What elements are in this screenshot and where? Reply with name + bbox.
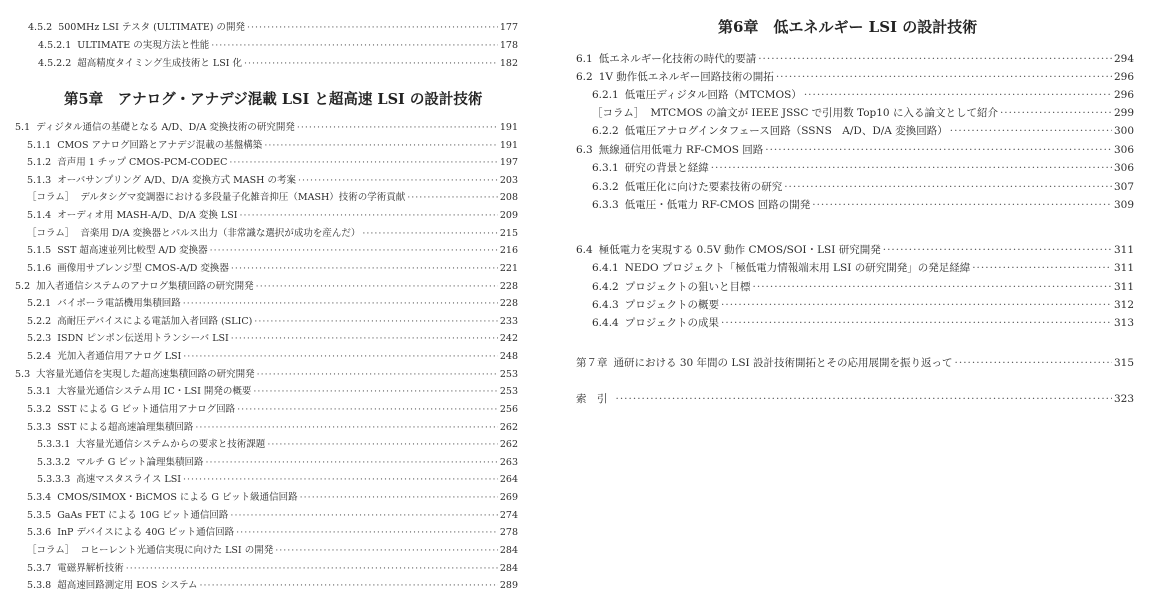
dot-leader [206,457,498,469]
dot-leader [210,245,498,257]
dot-leader [183,298,498,310]
toc-entry-number: 5.3.8 [27,580,52,592]
toc-entry-page: 296 [1113,89,1134,101]
toc-entry-number: 6.2 [576,71,593,83]
toc-entry-number: 5.1.5 [27,245,52,257]
toc-entry [27,298,518,310]
toc-entry-page: 306 [1113,144,1134,156]
toc-entry-page: 311 [1113,244,1134,256]
toc-entry-title: 大容量光通信システムからの要求と技術課題 [76,439,266,451]
toc-entry [27,263,518,275]
dot-leader [972,262,1112,275]
toc-entry [592,162,1134,175]
toc-entry-title: ディジタル通信の基礎となる A/D、D/A 変換技術の研究開発 [36,122,295,133]
toc-entry-number: 5.3.3 [27,421,52,433]
dot-leader [784,181,1112,194]
toc-entry [27,563,518,575]
toc-entry-page: 256 [499,403,518,415]
chapter-5-title: 第5章 アナログ・アナデジ混載 LSI と超高速 LSI の設計技術 [64,91,483,108]
toc-entry [27,386,518,398]
toc-entry-number: 5.3.3.2 [37,456,71,468]
toc-entry-page: 300 [1113,125,1134,137]
toc-entry-title: 極低電力を実現する 0.5V 動作 CMOS/SOI・LSI 研究開発 [598,244,881,256]
dot-leader [950,125,1112,138]
toc-entry-title: 500MHz LSI テスタ (ULTIMATE) の開発 [58,22,245,33]
dot-leader [297,122,498,134]
toc-entry-title: ULTIMATE の実現方法と性能 [77,39,210,51]
toc-entry-number: 5.3.6 [27,527,52,539]
toc-entry-title: 低エネルギー化技術の時代的要請 [598,53,757,65]
dot-leader [711,162,1112,175]
toc-entry-page: 312 [1113,299,1134,311]
toc-entry-page: 284 [499,562,518,574]
toc-entry [27,157,518,169]
toc-entry-page: 248 [499,351,518,363]
toc-entry-title: 大容量光通信を実現した超高速集積回路の研究開発 [36,368,255,380]
dot-leader [300,492,498,504]
toc-entry-number: 6.4 [576,244,593,256]
toc-entry-title: 音声用 1 チップ CMOS-PCM-CODEC [57,157,228,169]
toc-entry-page: 278 [499,527,518,539]
toc-entry-number: 6.3.3 [592,199,619,211]
toc-entry-number: 5.2.1 [27,298,52,310]
toc-entry-title: 加入者通信システムのアナログ集積回路の研究開発 [36,280,254,292]
dot-leader [183,351,498,363]
toc-entry-title: SST による G ビット通信用アナログ回路 [57,403,236,415]
toc-entry-number: 6.2.1 [592,89,619,101]
toc-entry-page: 182 [499,57,518,69]
toc-entry-title: コヒーレント光通信実現に向けた LSI の開発 [80,544,274,556]
toc-entry-page: 191 [499,139,518,151]
toc-entry-title: プロジェクトの概要 [624,299,720,311]
toc-entry-title: MTCMOS の論文が IEEE JSSC で引用数 Top10 に入る論文として紹介 [650,107,998,119]
dot-leader [253,386,497,398]
dot-leader [753,281,1112,294]
toc-entry-page: 306 [1113,162,1134,174]
toc-entry [576,53,1134,66]
toc-entry-page: 228 [499,280,518,292]
toc-entry-title: プロジェクトの狙いと目標 [624,281,751,293]
toc-entry-number: 5.1.2 [27,157,52,169]
toc-entry-page: 209 [499,210,518,222]
toc-entry [15,122,518,134]
dot-leader [230,510,497,522]
toc-entry [576,244,1134,257]
toc-entry [27,316,518,328]
toc-entry-title: バイポーラ電話機用集積回路 [57,298,181,310]
dot-leader [758,53,1112,66]
toc-entry-number: 5.1.4 [27,210,52,222]
toc-entry [576,144,1134,157]
dot-leader [616,393,1112,406]
toc-entry-page: 299 [1113,107,1134,119]
toc-entry-page: 263 [499,456,518,468]
toc-entry-title: 研究の背景と経緯 [624,162,709,174]
dot-leader [237,404,498,416]
toc-entry-page: 264 [499,474,518,486]
dot-leader [231,263,498,275]
toc-entry [592,262,1134,275]
toc-entry-title: 大容量光通信システム用 IC・LSI 開発の概要 [57,386,252,398]
toc-entry-page: 177 [499,22,518,33]
toc-entry-number: 5.3.5 [27,509,52,521]
toc-entry-page: 221 [499,262,518,274]
toc-entry-number: 5.3.4 [27,492,52,504]
toc-entry [27,333,518,345]
toc-entry [37,439,518,451]
toc-entry-title: オーディオ用 MASH-A/D、D/A 変換 LSI [57,210,238,222]
toc-entry-number: 4.5.2 [28,22,53,33]
dot-leader [721,299,1112,312]
toc-entry-number: ［コラム］ [592,107,645,119]
toc-entry [27,580,518,592]
toc-entry-number: 6.4.1 [592,262,619,274]
toc-entry-title: 低電圧・低電力 RF-CMOS 回路の開発 [624,199,811,211]
toc-entry-title: 1V 動作低エネルギー回路技術の開拓 [598,71,774,83]
toc-entry-title: 低電圧化に向けた要素技術の研究 [624,181,783,193]
toc-entry-page: 289 [499,580,518,592]
toc-entry [27,492,518,504]
dot-leader [229,157,498,169]
toc-entry-title: 超高速回路測定用 EOS システム [57,580,198,592]
toc-entry-number: ［コラム］ [27,192,75,204]
toc-entry-page: 296 [1113,71,1134,83]
toc-entry-page: 262 [499,439,518,451]
toc-entry-page: 315 [1113,357,1134,369]
dot-leader [804,89,1112,102]
toc-entry-number: ［コラム］ [27,227,75,239]
dot-leader [256,281,498,293]
dot-leader [254,316,498,328]
toc-entry [27,228,518,240]
toc-entry-title: 通研における 30 年間の LSI 設計技術開拓とその応用展開を振り返って [613,357,953,369]
toc-entry [27,422,518,434]
dot-leader [257,369,498,381]
toc-entry-title: NEDO プロジェクト「極低電力情報端末用 LSI の研究開発」の発足経緯 [624,262,971,274]
toc-entry-number: 5.1 [15,122,31,133]
dot-leader [721,317,1112,330]
toc-entry [38,40,518,52]
dot-leader [231,333,498,345]
toc-entry [28,22,518,34]
toc-entry-number: 6.2.2 [592,125,619,137]
toc-entry [27,527,518,539]
toc-entry [27,545,518,557]
toc-entry-title: デルタシグマ変調器における多段量子化雑音抑圧（MASH）技術の学術貢献 [80,192,406,204]
toc-entry-page: 311 [1113,262,1134,274]
toc-entry-number: 5.3.3.3 [37,474,71,486]
toc-entry-number: 6.4.2 [592,281,619,293]
toc-entry-page: 228 [499,298,518,310]
toc-entry-page: 284 [499,544,518,556]
toc-entry-page: 215 [499,227,518,239]
dot-leader [200,580,498,592]
toc-entry-title: SST による超高速論理集積回路 [57,421,194,433]
toc-entry-number: 6.3 [576,144,593,156]
dot-leader [1000,107,1112,120]
toc-entry [592,125,1134,138]
dot-leader [211,40,498,52]
toc-entry [27,140,518,152]
toc-entry-number: 4.5.2.2 [38,57,72,69]
toc-entry [592,199,1134,212]
toc-entry-title: 無線通信用低電力 RF-CMOS 回路 [598,144,764,156]
dot-leader [244,58,498,70]
toc-entry-page: 309 [1113,199,1134,211]
toc-entry-title: ISDN ピンポン伝送用トランシーバ LSI [57,333,229,345]
toc-entry-page: 262 [499,421,518,433]
toc-entry [27,210,518,222]
toc-entry-number: 6.1 [576,53,593,65]
toc-entry [27,192,518,204]
dot-leader [812,199,1112,212]
toc-entry [592,181,1134,194]
toc-entry-page: 323 [1113,393,1134,405]
dot-leader [298,175,498,187]
toc-entry-title: 画像用サブレンジ型 CMOS-A/D 変換器 [57,262,229,274]
toc-entry-title: 高速マスタスライス LSI [76,474,181,486]
toc-entry-page: 269 [499,492,518,504]
toc-entry [592,281,1134,294]
dot-leader [267,439,498,451]
toc-entry-page: 197 [499,157,518,169]
toc-entry-number: 6.3.1 [592,162,619,174]
toc-entry [27,175,518,187]
toc-entry-title: 超高精度タイミング生成技術と LSI 化 [77,57,242,69]
toc-entry [576,71,1134,84]
toc-entry [592,299,1134,312]
toc-entry-title: CMOS/SIMOX・BiCMOS による G ビット級通信回路 [57,492,298,504]
toc-entry-page: 191 [499,122,518,133]
dot-leader [765,144,1112,157]
toc-entry [15,281,518,293]
toc-entry [37,457,518,469]
toc-entry-title: CMOS アナログ回路とアナデジ混載の基盤構築 [57,139,263,151]
toc-entry-title: プロジェクトの成果 [624,317,720,329]
chapter-6-title: 第6章 低エネルギー LSI の設計技術 [718,18,978,36]
toc-entry [38,58,518,70]
dot-leader [883,244,1112,257]
toc-entry-number: 5.2.3 [27,333,52,345]
dot-leader [126,563,498,575]
toc-entry-number: 5.1.3 [27,174,52,186]
toc-entry-number: ［コラム］ [27,544,75,556]
toc-entry-title: 音楽用 D/A 変換器とパルス出力（非常識な選択が成功を産んだ） [80,227,361,239]
toc-entry-number: 5.2 [15,280,31,292]
toc-entry-title: 光加入者通信用アナログ LSI [57,351,182,363]
toc-entry [592,89,1134,102]
toc-entry-number: 5.1.6 [27,262,52,274]
toc-entry-page: 233 [499,315,518,327]
toc-entry-page: 242 [499,333,518,345]
dot-leader [407,192,498,204]
toc-entry-number: 5.2.2 [27,315,52,327]
toc-entry [27,351,518,363]
toc-entry [576,357,1134,370]
toc-entry-number: 5.3.7 [27,562,52,574]
toc-entry [27,404,518,416]
toc-entry [576,393,1134,406]
toc-entry-number: 6.4.3 [592,299,619,311]
toc-entry-number: 5.3.3.1 [37,439,71,451]
toc-entry-page: 253 [499,386,518,398]
dot-leader [247,22,498,34]
toc-entry [27,245,518,257]
dot-leader [236,527,498,539]
dot-leader [275,545,498,557]
toc-entry-page: 208 [499,192,518,204]
dot-leader [362,228,498,240]
toc-entry-number: 索 引 [576,393,608,405]
toc-entry-page: 313 [1113,317,1134,329]
toc-entry-page: 178 [499,39,518,51]
toc-entry-number: 5.2.4 [27,351,52,363]
toc-entry-page: 307 [1113,181,1134,193]
toc-entry-page: 216 [499,245,518,257]
toc-entry-number: 6.4.4 [592,317,619,329]
dot-leader [955,357,1112,370]
dot-leader [264,140,498,152]
toc-entry-title: GaAs FET による 10G ビット通信回路 [57,509,229,521]
toc-entry-page: 203 [499,174,518,186]
toc-entry [15,369,518,381]
toc-entry-page: 311 [1113,281,1134,293]
toc-entry-page: 294 [1113,53,1134,65]
toc-entry-title: マルチ G ビット論理集積回路 [76,456,204,468]
toc-entry-number: 5.1.1 [27,139,52,151]
toc-entry [27,510,518,522]
toc-entry-number: 5.3.1 [27,386,52,398]
toc-entry-page: 253 [499,368,518,380]
toc-entry-title: オーバサンプリング A/D、D/A 変換方式 MASH の考案 [57,174,296,186]
toc-entry-title: 低電圧アナログインタフェース回路（SSNS A/D、D/A 変換回路） [624,125,948,137]
toc-entry-number: 5.3 [15,368,31,380]
toc-entry [37,474,518,486]
toc-entry-number: 6.3.2 [592,181,619,193]
dot-leader [195,422,497,434]
toc-entry [592,317,1134,330]
toc-entry-title: InP デバイスによる 40G ビット通信回路 [57,527,235,539]
toc-entry-number: 4.5.2.1 [38,39,72,51]
toc-entry-title: 高耐圧デバイスによる電話加入者回路 (SLIC) [57,315,253,327]
dot-leader [240,210,498,222]
toc-entry-number: 5.3.2 [27,403,52,415]
toc-entry-title: 電磁界解析技術 [57,562,124,574]
toc-entry-title: 低電圧ディジタル回路（MTCMOS） [624,89,802,101]
dot-leader [183,474,498,486]
toc-entry-number: 第７章 [576,357,608,369]
toc-entry-page: 274 [499,509,518,521]
toc-entry-title: SST 超高速並列比較型 A/D 変換器 [57,245,208,257]
dot-leader [776,71,1112,84]
toc-entry [592,107,1134,120]
